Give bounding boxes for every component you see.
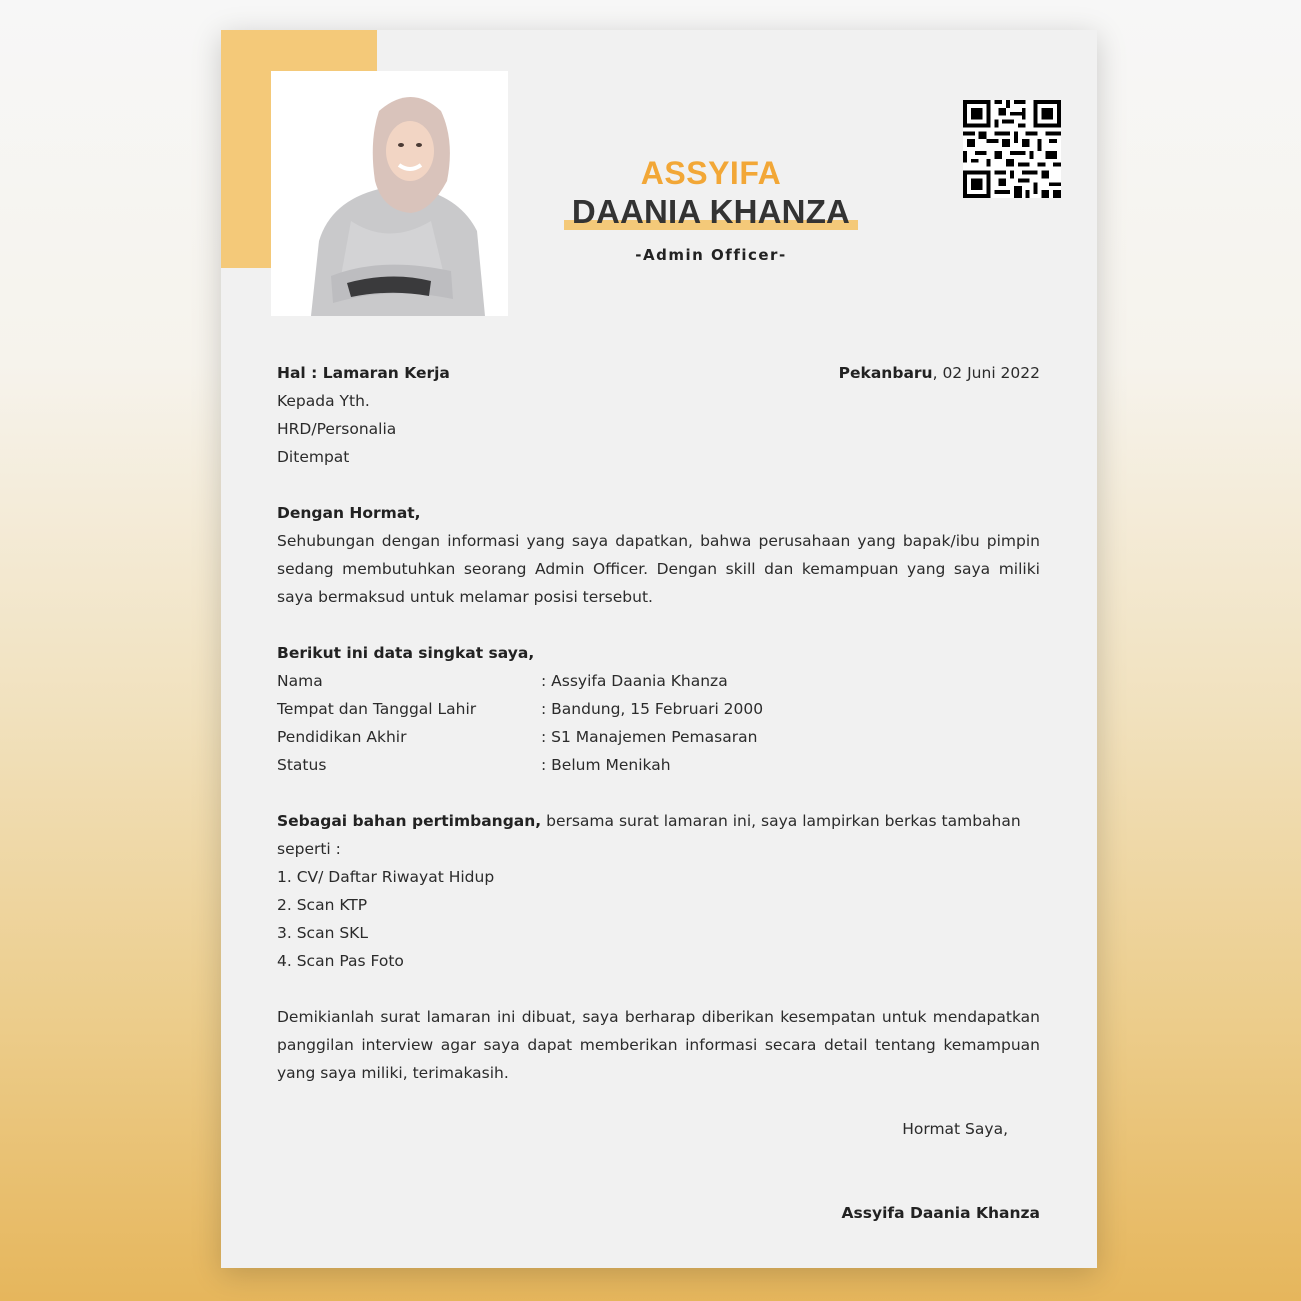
info-value: : Assyifa Daania Khanza (541, 672, 728, 690)
info-label: Status (277, 756, 327, 774)
attachment-intro (277, 807, 1040, 863)
profile-photo (271, 71, 508, 316)
attachment-intro-text: bersama surat lamaran ini, saya lampirkan berkas tambahan seperti : (277, 812, 1021, 858)
info-label: Pendidikan Akhir (277, 728, 407, 746)
recipient-line: HRD/Personalia (277, 420, 397, 438)
signature-name: Assyifa Daania Khanza (841, 1204, 1040, 1222)
info-row (277, 751, 1040, 779)
info-value: : Bandung, 15 Februari 2000 (541, 700, 764, 718)
date: , 02 Juni 2022 (932, 364, 1040, 382)
info-row (277, 667, 1040, 695)
qr-code-icon (963, 99, 1061, 199)
subject-label: Hal : Lamaran Kerja (277, 364, 450, 382)
attachment-item: 3. Scan SKL (277, 924, 368, 942)
subject-row (277, 359, 1040, 387)
info-row (277, 723, 1040, 751)
attachment-item: 1. CV/ Daftar Riwayat Hidup (277, 868, 495, 886)
attachment-intro-bold: Sebagai bahan pertimbangan, (277, 812, 542, 830)
last-name: DAANIA KHANZA (571, 193, 851, 230)
place-date (839, 359, 1040, 387)
name-block (566, 154, 856, 264)
last-name-wrap (572, 192, 850, 232)
recipient-line: Ditempat (277, 448, 350, 466)
role-title: -Admin Officer- (635, 246, 787, 264)
greeting: Dengan Hormat, (277, 504, 421, 522)
info-row (277, 695, 1040, 723)
recipient-line: Kepada Yth. (277, 392, 370, 410)
intro-paragraph: Sehubungan dengan informasi yang saya dapatkan, bahwa perusahaan yang bapak/ibu pimpin sedang membutuhkan seorang Admin Officer. Dengan skill dan kemampuan yang saya miliki saya bermaksud untuk melamar posisi tersebut. (277, 532, 1040, 606)
letter-body (277, 359, 1040, 1227)
city: Pekanbaru (838, 364, 933, 382)
letter-page (221, 30, 1097, 1268)
info-label: Nama (277, 672, 323, 690)
attachment-item: 2. Scan KTP (277, 896, 368, 914)
closing-paragraph: Demikianlah surat lamaran ini dibuat, saya berharap diberikan kesempatan untuk mendapatkan panggilan interview agar saya dapat memberikan informasi secara detail tentang kemampuan yang saya miliki, terimakasih. (277, 1008, 1040, 1082)
info-label: Tempat dan Tanggal Lahir (277, 700, 477, 718)
info-value: : Belum Menikah (541, 756, 671, 774)
data-heading: Berikut ini data singkat saya, (277, 644, 535, 662)
sign-greeting: Hormat Saya, (902, 1120, 1008, 1138)
attachment-item: 4. Scan Pas Foto (277, 952, 404, 970)
info-value: : S1 Manajemen Pemasaran (541, 728, 758, 746)
first-name: ASSYIFA (640, 155, 782, 191)
